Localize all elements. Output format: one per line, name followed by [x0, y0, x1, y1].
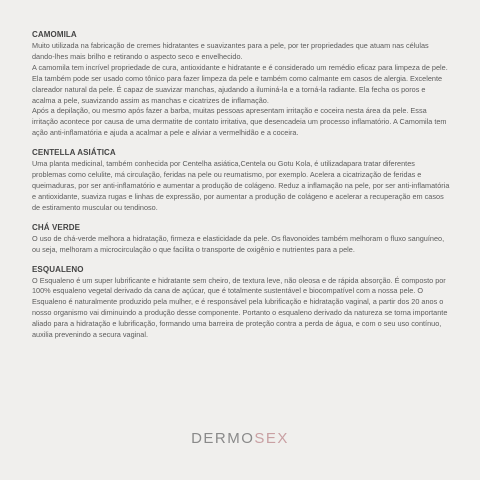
- ingredients-text: [32, 30, 450, 350]
- section-centella-asiatica: [32, 148, 450, 214]
- section-title: CAMOMILA: [32, 30, 77, 39]
- logo-dermo: DERMO: [191, 430, 255, 447]
- paragraph: Muito utilizada na fabricação de cremes hidratantes e suavizantes para a pele, por ter propriedades que atuam nas células dando-lhes mais brilho e retirando o aspecto seco e envelhecido.: [32, 41, 429, 61]
- section-title: CHÁ VERDE: [32, 222, 81, 232]
- paragraph: Uma planta medicinal, também conhecida por Centelha asiática,Centela ou Gotu Kola, é utilizadapara tratar diferentes problemas como celulite, má circulação, feridas na pele ou reumatismo, por exemplo. Acelera a cicatrização de feridas e queimaduras, por ser anti-inflamatório e aumentar a produção de colágeno. Reduz a inflamação na pele, por ser anti-inflamatória e antioxidante, suaviza rugas e linhas de expressão, por aumentar a produção de colágeno e acelerar a recuperação em casos de estiramento muscular ou tendinoso.: [32, 159, 450, 212]
- section-esqualeno: [32, 265, 450, 341]
- logo-sex: SEX: [254, 430, 289, 447]
- section-title: CENTELLA ASIÁTICA: [32, 148, 116, 158]
- section-camomila: [32, 30, 450, 139]
- paragraph: O uso de chá-verde melhora a hidratação, firmeza e elasticidade da pele. Os flavonoides também melhoram o fluxo sanguíneo, ou seja, melhoram a microcirculação o que facilita o transporte de oxigênio e nutrientes para a pele.: [32, 233, 445, 254]
- section-title: ESQUALENO: [32, 264, 84, 274]
- brand-logo: [0, 430, 480, 447]
- paragraph: A camomila tem incrível propriedade de cura, antioxidante e hidratante e é considerado um remédio eficaz para limpeza de pele. Ela também pode ser usado como tônico para fazer limpeza da pele e também como calmante em casos de alergia. Excelente clareador natural da pele. É capaz de suavizar manchas, ajudando a iluminá-la e a torná-la radiante. Ela fecha os poros e acalma a pele, suavizando assim as manchas e cicatrizes de inflamação.: [32, 62, 448, 105]
- paragraph: Após a depilação, ou mesmo após fazer a barba, muitas pessoas apresentam irritação e coceira nesta área da pele. Essa irritação acontece por causa de uma dermatite de contato irritativa, que desencadeia um processo inflamatório. A Camomila tem ação anti-inflamatória e ajuda a acalmar a pele e aliviar a vermelhidão e a coceira.: [32, 106, 447, 138]
- section-cha-verde: [32, 223, 450, 256]
- paragraph: O Esqualeno é um super lubrificante e hidratante sem cheiro, de textura leve, não oleosa e de rápida absorção. É composto por 100% esqualeno vegetal derivado da cana de açúcar, que é totalmente sustentável e biocompatível com a nossa pele. O Esqualeno é naturalmente produzido pela mulher, e é responsável pela lubrificação e hidratação vaginal, a partir dos 20 anos o nosso organismo vai diminuindo a produção desse componente. Portanto o esqualeno derivado da natureza se torna importante aliado para a hidratação e lubrificação, formando uma barreira de proteção contra a perda de água, e com o seu uso contínuo, auxilia prevenindo a secura vaginal.: [32, 275, 448, 340]
